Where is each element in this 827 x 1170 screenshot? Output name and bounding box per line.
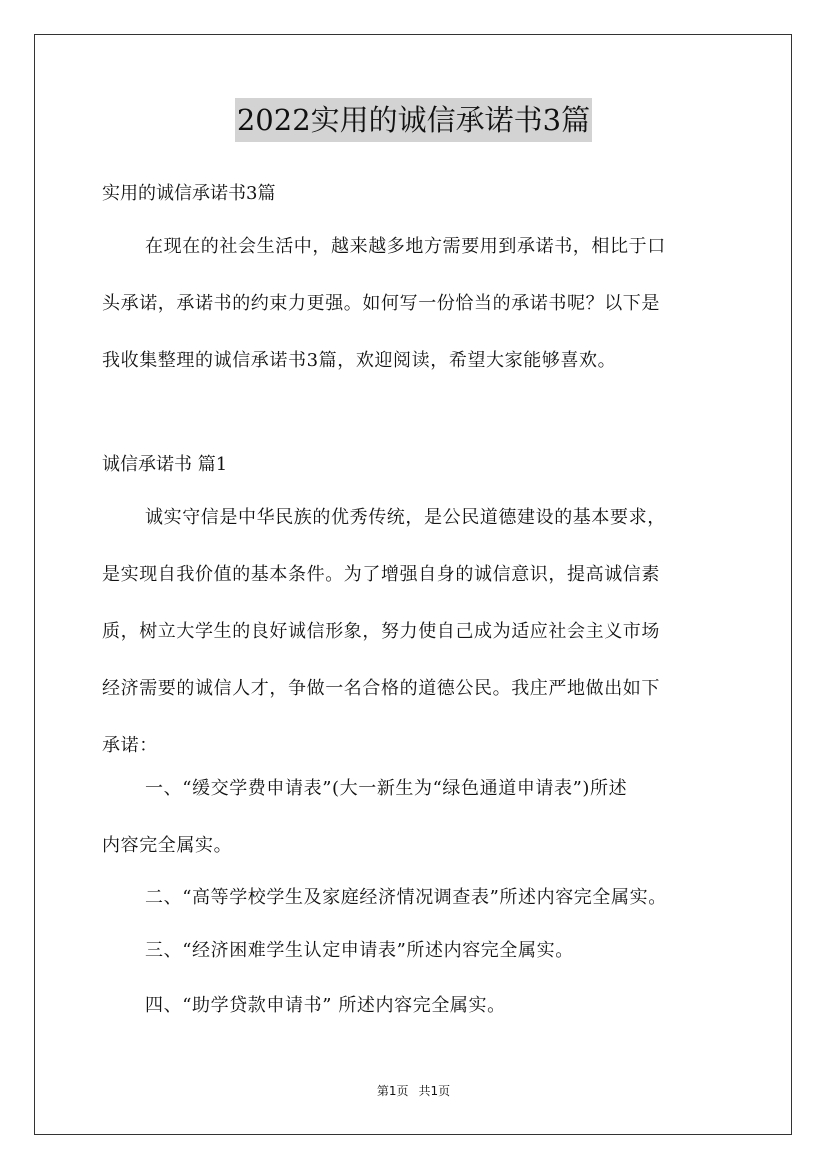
page-total: 共1页 (418, 1084, 451, 1098)
document-subtitle: 实用的诚信承诺书3篇 (102, 183, 276, 204)
item-line: 二、“高等学校学生及家庭经济情况调查表”所述内容完全属实。 (145, 887, 667, 908)
item-line: 三、“经济困难学生认定申请表”所述内容完全属实。 (145, 940, 574, 961)
item-line: 四、“助学贷款申请书” 所述内容完全属实。 (145, 995, 506, 1016)
body-line: 是实现自我价值的基本条件。为了增强自身的诚信意识，提高诚信素 (102, 564, 660, 585)
body-line: 承诺： (102, 735, 158, 756)
intro-line: 在现在的社会生活中，越来越多地方需要用到承诺书，相比于口 (145, 236, 666, 257)
document-title: 2022实用的诚信承诺书3篇 (235, 98, 592, 142)
title-container (0, 98, 827, 142)
item-line: 内容完全属实。 (102, 835, 233, 856)
item-2-paragraph (102, 869, 742, 926)
body-line: 诚实守信是中华民族的优秀传统，是公民道德建设的基本要求， (145, 507, 666, 528)
item-1-paragraph (102, 760, 742, 874)
intro-line: 我收集整理的诚信承诺书3篇，欢迎阅读，希望大家能够喜欢。 (102, 350, 617, 371)
intro-line: 头承诺，承诺书的约束力更强。如何写一份恰当的承诺书呢？以下是 (102, 293, 660, 314)
item-3-paragraph (102, 922, 742, 979)
page-number: 第1页 (376, 1084, 409, 1098)
page-footer (0, 1083, 827, 1099)
item-line: 一、“缓交学费申请表”(大一新生为“绿色通道申请表”)所述 (145, 778, 628, 799)
body-line: 质，树立大学生的良好诚信形象，努力使自己成为适应社会主义市场 (102, 621, 660, 642)
item-4-paragraph (102, 977, 742, 1034)
body-line: 经济需要的诚信人才，争做一名合格的道德公民。我庄严地做出如下 (102, 678, 660, 699)
intro-paragraph (102, 218, 742, 389)
section-heading: 诚信承诺书 篇1 (102, 454, 228, 475)
body-paragraph (102, 489, 742, 774)
